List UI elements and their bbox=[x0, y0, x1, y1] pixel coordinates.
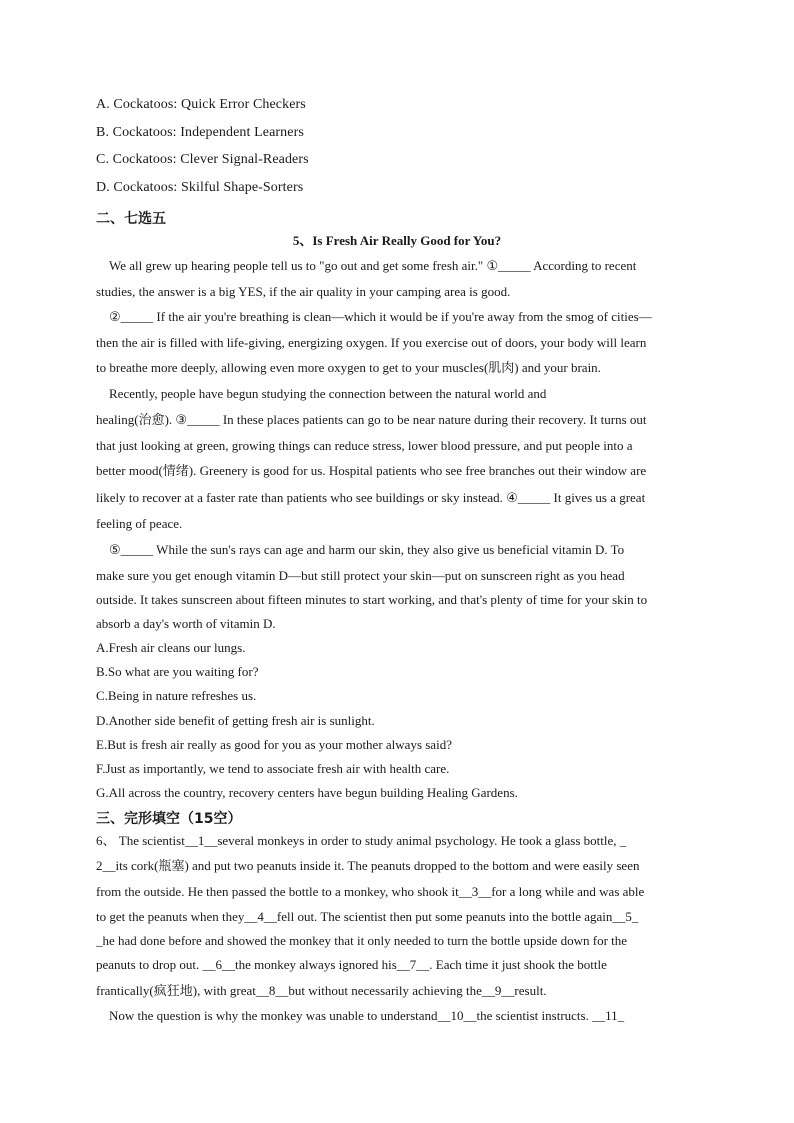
passage-line: healing(治愈). ③_____ In these places patients can go to be near nature during their recovery. It turns out bbox=[96, 412, 647, 427]
cloze-line: Now the question is why the monkey was unable to understand__10__the scientist instructs. __11_ bbox=[109, 1008, 625, 1023]
passage-line: make sure you get enough vitamin D—but still protect your skin—put on sunscreen right as you head bbox=[96, 568, 625, 583]
passage-line: outside. It takes sunscreen about fifteen minutes to start working, and that's plenty of time for your skin to bbox=[96, 592, 648, 607]
cloze-line: _he had done before and showed the monkey that it only needed to turn the bottle upside down for the bbox=[96, 933, 628, 948]
section-heading-cloze: 三、完形填空（15空） bbox=[96, 811, 242, 827]
passage-line: We all grew up hearing people tell us to "go out and get some fresh air." ①_____ According to recent bbox=[109, 258, 637, 273]
passage-title: 5、Is Fresh Air Really Good for You? bbox=[292, 233, 502, 248]
choice-b: B.So what are you waiting for? bbox=[96, 664, 259, 679]
passage-line: ②_____ If the air you're breathing is clean—which it would be if you're away from the smog of cities— bbox=[109, 309, 652, 324]
option-a: A. Cockatoos: Quick Error Checkers bbox=[96, 97, 306, 112]
cloze-line: frantically(疯狂地), with great__8__but without necessarily achieving the__9__result. bbox=[96, 983, 547, 998]
passage-line: absorb a day's worth of vitamin D. bbox=[96, 616, 276, 631]
cloze-line: from the outside. He then passed the bottle to a monkey, who shook it__3__for a long while and was able bbox=[96, 884, 645, 899]
passage-line: to breathe more deeply, allowing even more oxygen to get to your muscles(肌肉) and your brain. bbox=[96, 360, 601, 375]
passage-line: that just looking at green, growing things can reduce stress, lower blood pressure, and put people into a bbox=[96, 438, 633, 453]
option-d: D. Cockatoos: Skilful Shape-Sorters bbox=[96, 180, 304, 195]
cloze-line: peanuts to drop out. __6__the monkey always ignored his__7__. Each time it just shook the bottle bbox=[96, 957, 607, 972]
passage-line: Recently, people have begun studying the connection between the natural world and bbox=[109, 386, 547, 401]
choice-f: F.Just as importantly, we tend to associate fresh air with health care. bbox=[96, 761, 450, 776]
choice-g: G.All across the country, recovery centers have begun building Healing Gardens. bbox=[96, 785, 518, 800]
choice-a: A.Fresh air cleans our lungs. bbox=[96, 640, 246, 655]
cloze-line: 2__its cork(瓶塞) and put two peanuts inside it. The peanuts dropped to the bottom and were easily seen bbox=[96, 858, 640, 873]
section-heading-seven-choose-five: 二、七选五 bbox=[96, 211, 166, 227]
choice-e: E.But is fresh air really as good for you as your mother always said? bbox=[96, 737, 452, 752]
choice-c: C.Being in nature refreshes us. bbox=[96, 688, 257, 703]
cloze-line: to get the peanuts when they__4__fell out. The scientist then put some peanuts into the bottle again__5_ bbox=[96, 909, 639, 924]
passage-line: then the air is filled with life-giving, energizing oxygen. If you exercise out of doors, your body will learn bbox=[96, 335, 647, 350]
choice-d: D.Another side benefit of getting fresh air is sunlight. bbox=[96, 713, 375, 728]
option-c: C. Cockatoos: Clever Signal-Readers bbox=[96, 152, 309, 167]
option-b: B. Cockatoos: Independent Learners bbox=[96, 125, 304, 140]
passage-line: better mood(情绪). Greenery is good for us. Hospital patients who see free branches out their window are bbox=[96, 463, 647, 478]
passage-line: feeling of peace. bbox=[96, 516, 183, 531]
passage-line: studies, the answer is a big YES, if the air quality in your camping area is good. bbox=[96, 284, 511, 299]
cloze-line: 6、 The scientist__1__several monkeys in order to study animal psychology. He took a glass bottle, _ bbox=[96, 833, 627, 848]
passage-line: ⑤_____ While the sun's rays can age and harm our skin, they also give us beneficial vitamin D. To bbox=[109, 542, 625, 557]
passage-line: likely to recover at a faster rate than patients who see buildings or sky instead. ④_____ It gives us a great bbox=[96, 490, 646, 505]
